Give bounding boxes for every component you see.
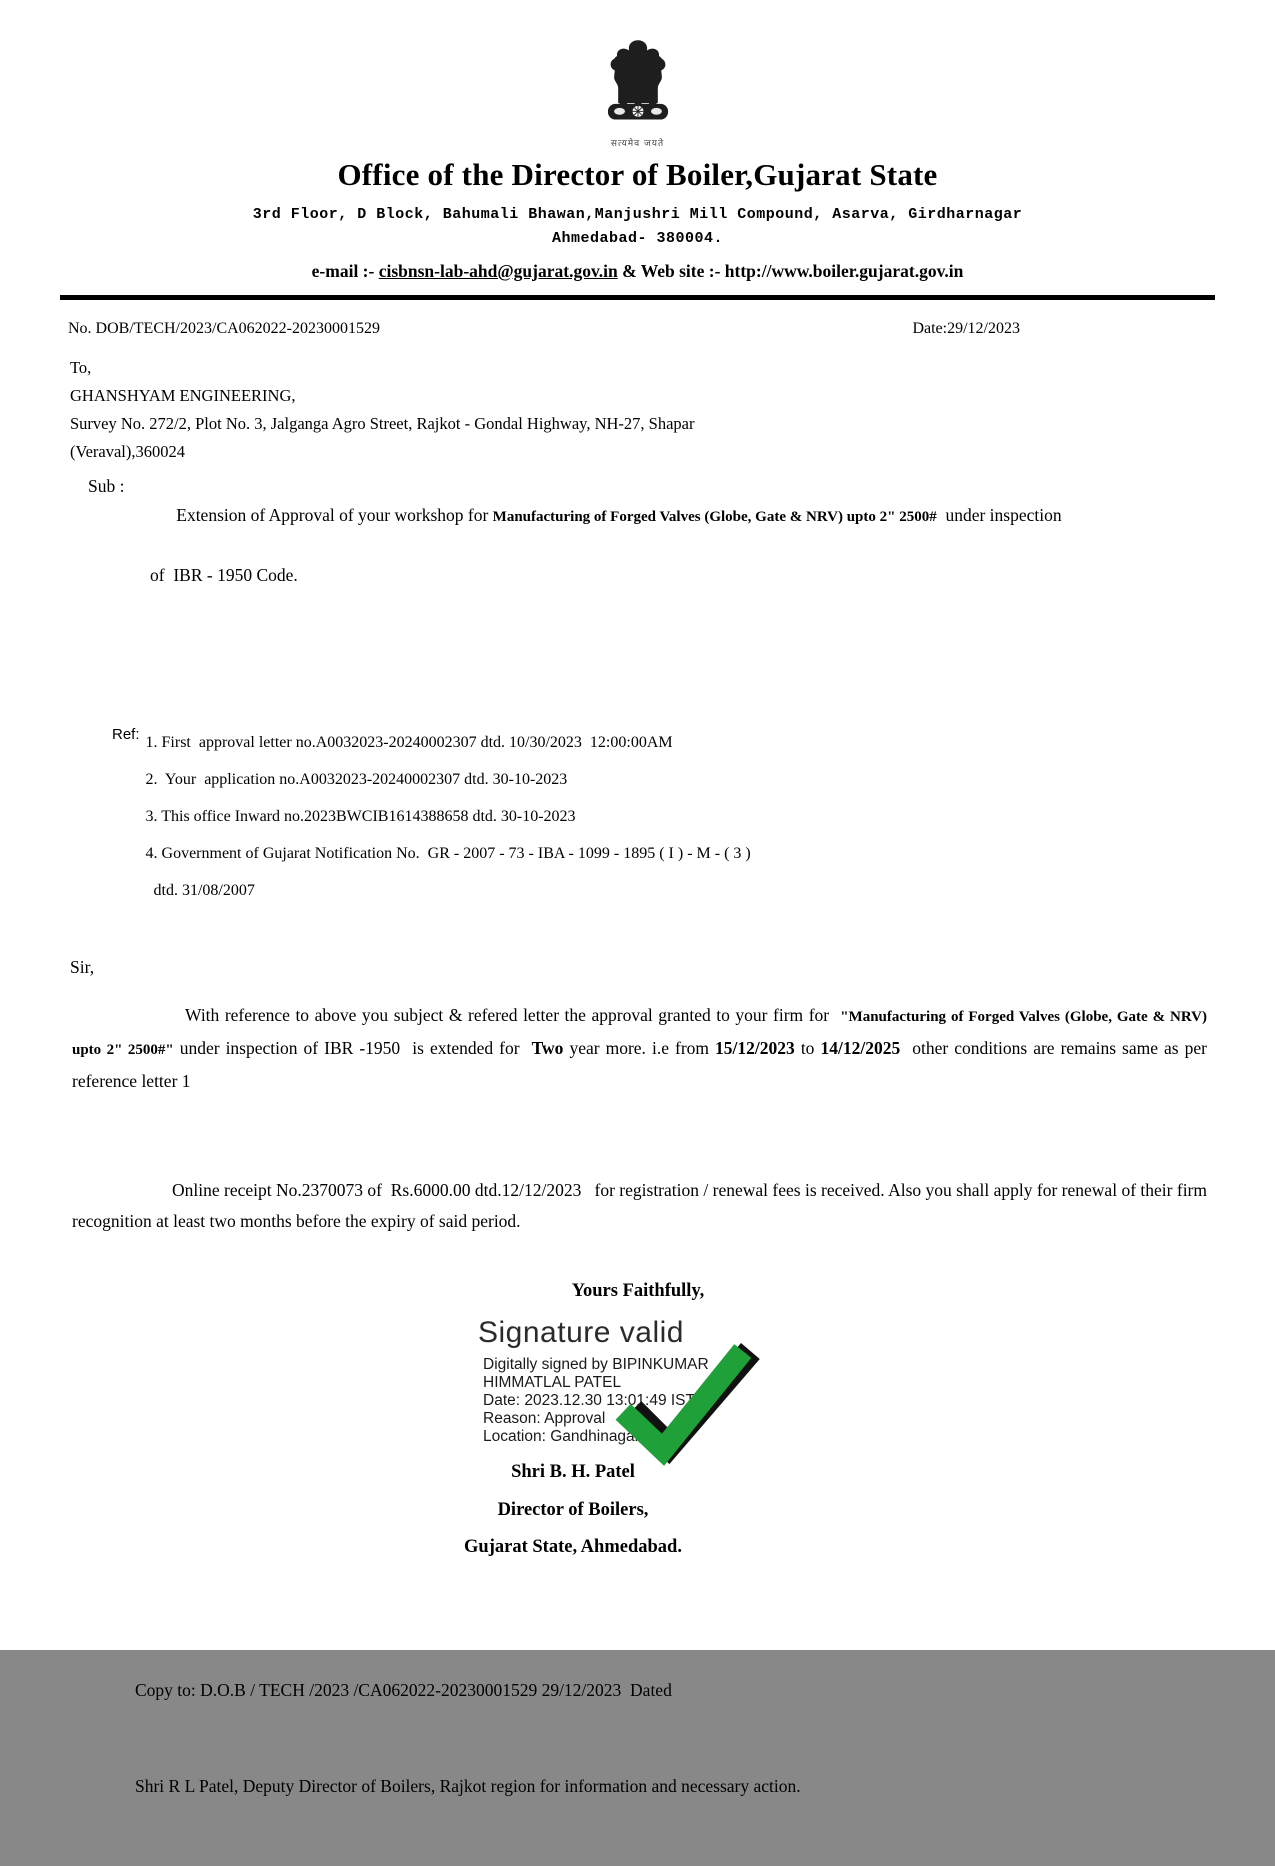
reference-item: 1. First approval letter no.A0032023-20240002307 dtd. 10/30/2023 12:00:00AM [145, 734, 673, 751]
signature-block [464, 1316, 818, 1558]
recipient-name: GHANSHYAM ENGINEERING, [70, 386, 296, 405]
meta-row [60, 320, 1215, 338]
header-divider [60, 295, 1215, 300]
para1-bold-scope: "Manufacturing of Forged Valves (Globe, Gate & NRV) upto 2" 2500#" [72, 1009, 1211, 1058]
national-emblem-icon [597, 30, 679, 138]
website-link[interactable]: http://www.boiler.gujarat.gov.in [724, 261, 964, 281]
contact-line [60, 261, 1215, 282]
email-link[interactable]: cisbnsn-lab-ahd@gujarat.gov.in [378, 261, 618, 281]
reference-item-continuation: dtd. 31/08/2007 [153, 882, 255, 899]
subject-block [60, 472, 1215, 648]
signatory-title: Director of Boilers, [497, 1500, 649, 1520]
para1-bold-duration: Two [531, 1038, 564, 1058]
references-list [140, 724, 751, 909]
signatory-name: Shri B. H. Patel [511, 1462, 635, 1482]
body-paragraph-1 [60, 1000, 1212, 1097]
references-label: Ref: [112, 726, 140, 743]
national-emblem [597, 30, 679, 149]
reference-item: 3. This office Inward no.2023BWCIB1614388658 dtd. 30-10-2023 [145, 808, 576, 825]
closing-line: Yours Faithfully, [571, 1281, 705, 1301]
digital-signed-by-line2: HIMMATLAL PATEL [483, 1374, 622, 1391]
references-block [60, 724, 1215, 909]
signatory-org: Gujarat State, Ahmedabad. [464, 1537, 682, 1557]
para1-text: year more. i.e from [563, 1038, 716, 1058]
para1-text: With reference to above you subject & refered letter the approval granted to your firm for [185, 1005, 841, 1025]
emblem-motto: सत्यमेव जयते [610, 139, 665, 149]
email-label: e-mail :- [311, 261, 379, 281]
reference-item: 4. Government of Gujarat Notification No. GR - 2007 - 73 - IBA - 1099 - 1895 ( I ) - M - ( 3 ) [145, 845, 751, 862]
subject-line2: of IBR - 1950 Code. [150, 565, 298, 585]
recipient-salutation: To, [70, 358, 92, 377]
para1-text: to [794, 1038, 821, 1058]
subject-bold-text: Manufacturing of Forged Valves (Globe, Gate & NRV) upto 2" 2500# [492, 509, 937, 525]
website-label: & Web site :- [617, 261, 725, 281]
digital-signature-reason: Reason: Approval [483, 1410, 606, 1427]
subject-label: Sub : [88, 476, 129, 496]
recipient-block [60, 354, 1215, 466]
digital-signature-location: Location: Gandhinagar [483, 1428, 640, 1445]
office-address-line1: 3rd Floor, D Block, Bahumali Bhawan,Manjushri Mill Compound, Asarva, Girdharnagar [252, 206, 1023, 223]
para1-text: under inspection of IBR -1950 is extended for [173, 1038, 532, 1058]
para1-text: other conditions are remains same as per reference letter 1 [72, 1038, 1212, 1091]
copy-to-line2: Shri R L Patel, Deputy Director of Boilers, Rajkot region for information and necessary action. [135, 1776, 801, 1796]
office-address-line2: Ahmedabad- 380004. [551, 230, 724, 247]
subject-text-before: Extension of Approval of your workshop for [176, 505, 493, 525]
recipient-address-line1: Survey No. 272/2, Plot No. 3, Jalganga Agro Street, Rajkot - Gondal Highway, NH-27, Shapar [70, 414, 695, 433]
para1-bold-date-from: 15/12/2023 [715, 1038, 795, 1058]
copy-to-block [60, 1610, 1215, 1866]
body-salutation: Sir, [70, 957, 95, 977]
subject-text [150, 472, 1185, 648]
reference-item: 2. Your application no.A0032023-20240002307 dtd. 30-10-2023 [145, 771, 568, 788]
office-title: Office of the Director of Boiler,Gujarat State [337, 157, 938, 192]
copy-to-line1: Copy to: D.O.B / TECH /2023 /CA062022-20230001529 29/12/2023 Dated [135, 1680, 672, 1700]
signature-valid-text: Signature valid [478, 1316, 684, 1349]
letterhead [60, 30, 1215, 300]
body-paragraph-2: Online receipt No.2370073 of Rs.6000.00 dtd.12/12/2023 for registration / renewal fees is received. Also you shall apply for renewal of their firm recognition at least two months before the expiry of said period. [72, 1180, 1212, 1231]
subject-text-after: under inspection [936, 505, 1062, 525]
para1-bold-date-to: 14/12/2025 [820, 1038, 901, 1058]
signature-valid-check-icon [606, 1338, 758, 1478]
letter-date: Date:29/12/2023 [912, 320, 1020, 337]
digital-signed-by-line1: Digitally signed by BIPINKUMAR [483, 1356, 709, 1373]
digital-signature-date: Date: 2023.12.30 13:01:49 IST [483, 1392, 695, 1409]
letter-ref-number: No. DOB/TECH/2023/CA062022-20230001529 [68, 320, 380, 337]
recipient-address-line2: (Veraval),360024 [70, 442, 186, 461]
